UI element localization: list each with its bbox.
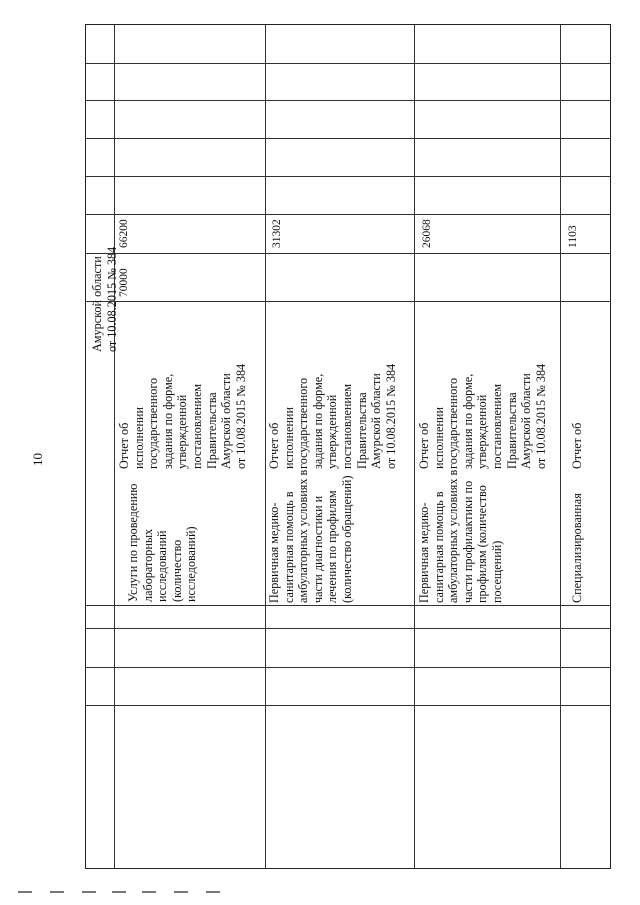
row-2-service-text: Первичная медико- санитарная помощь в амбулаторных условиях в части диагностики и лечения по профилям (количество обращений) [267, 469, 354, 603]
scan-mark [50, 891, 64, 893]
row-2-value-b: 31302 [271, 219, 283, 248]
row-1-value-a: 70000 [118, 268, 130, 297]
scan-mark [82, 891, 96, 893]
scan-mark [206, 891, 220, 893]
scan-mark [174, 891, 188, 893]
scan-mark [142, 891, 156, 893]
row-0-report-text: Амурской области от 10.08.2015 № 384 [90, 246, 119, 352]
row-2-report-text: Отчет об исполнении государственного задания по форме, утвержденной постановлением Правительства Амурской области от 10.08.2015 № 384 [267, 363, 398, 469]
scan-mark [18, 891, 32, 893]
row-1-value-b: 66200 [118, 219, 130, 248]
page-number: 10 [30, 453, 45, 466]
row-3-report-text: Отчет об исполнении государственного задания по форме, утвержденной постановлением Правительства Амурской области от 10.08.2015 № 384 [417, 363, 548, 469]
row-3-value-b: 26068 [421, 219, 433, 248]
row-4-value-b: 1103 [567, 225, 579, 248]
row-1-service-text: Услуги по проведению лабораторных исследований (количество исследований) [126, 483, 199, 602]
report-table [85, 24, 611, 869]
row-1-report-text: Отчет об исполнении государственного задания по форме, утвержденной постановлением Правительства Амурской области от 10.08.2015 № 384 [117, 363, 248, 469]
row-4-service-text: Специализированная [570, 493, 584, 603]
scan-mark [112, 891, 126, 893]
row-4-report-text: Отчет об [570, 422, 584, 469]
row-3-service-text: Первичная медико- санитарная помощь в амбулаторных условиях в части профилактики по профилям (количество посещений) [417, 469, 504, 603]
